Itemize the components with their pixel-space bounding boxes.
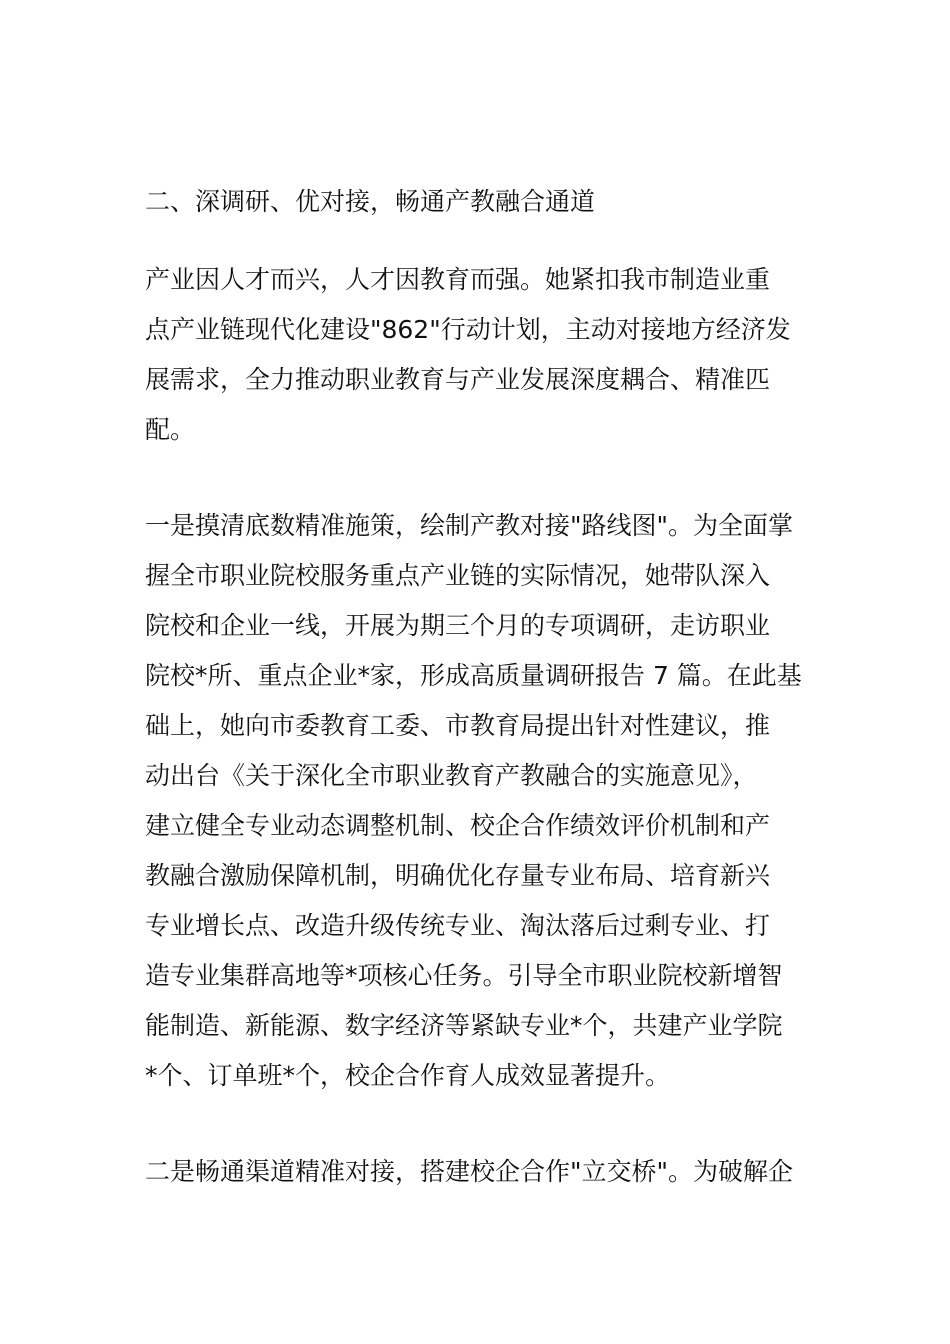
paragraph-line: 建立健全专业动态调整机制、校企合作绩效评价机制和产 [145, 811, 771, 840]
paragraph-line: 造专业集群高地等*项核心任务。引导全市职业院校新增智 [145, 961, 783, 990]
paragraph-line: 一是摸清底数精准施策，绘制产教对接"路线图"。为全面掌 [145, 511, 794, 540]
paragraph-intro [145, 255, 810, 455]
paragraph-line: 院校*所、重点企业*家，形成高质量调研报告 7 篇。在此基 [145, 661, 802, 690]
paragraph-line: 础上，她向市委教育工委、市教育局提出针对性建议，推 [145, 711, 771, 740]
paragraph-point-one [145, 501, 810, 1101]
paragraph-line: 能制造、新能源、数字经济等紧缺专业*个，共建产业学院 [145, 1011, 783, 1040]
paragraph-line: 教融合激励保障机制，明确优化存量专业布局、培育新兴 [145, 861, 771, 890]
paragraph-line: 院校和企业一线，开展为期三个月的专项调研，走访职业 [145, 611, 771, 640]
section-heading: 二、深调研、优对接，畅通产教融合通道 [145, 187, 596, 216]
paragraph-line: *个、订单班*个，校企合作育人成效显著提升。 [145, 1061, 671, 1090]
paragraph-line: 点产业链现代化建设"862"行动计划，主动对接地方经济发 [145, 315, 791, 344]
paragraph-line: 握全市职业院校服务重点产业链的实际情况，她带队深入 [145, 561, 771, 590]
paragraph-line: 专业增长点、改造升级传统专业、淘汰落后过剩专业、打 [145, 911, 771, 940]
paragraph-line: 配。 [145, 415, 196, 444]
paragraph-line: 产业因人才而兴，人才因教育而强。她紧扣我市制造业重 [145, 265, 771, 294]
paragraph-line: 动出台《关于深化全市职业教育产教融合的实施意见》， [145, 761, 758, 790]
document-body [145, 177, 810, 1243]
paragraph-line: 二是畅通渠道精准对接，搭建校企合作"立交桥"。为破解企 [145, 1157, 794, 1186]
paragraph-line: 展需求，全力推动职业教育与产业发展深度耦合、精准匹 [145, 365, 771, 394]
paragraph-point-two [145, 1147, 810, 1197]
